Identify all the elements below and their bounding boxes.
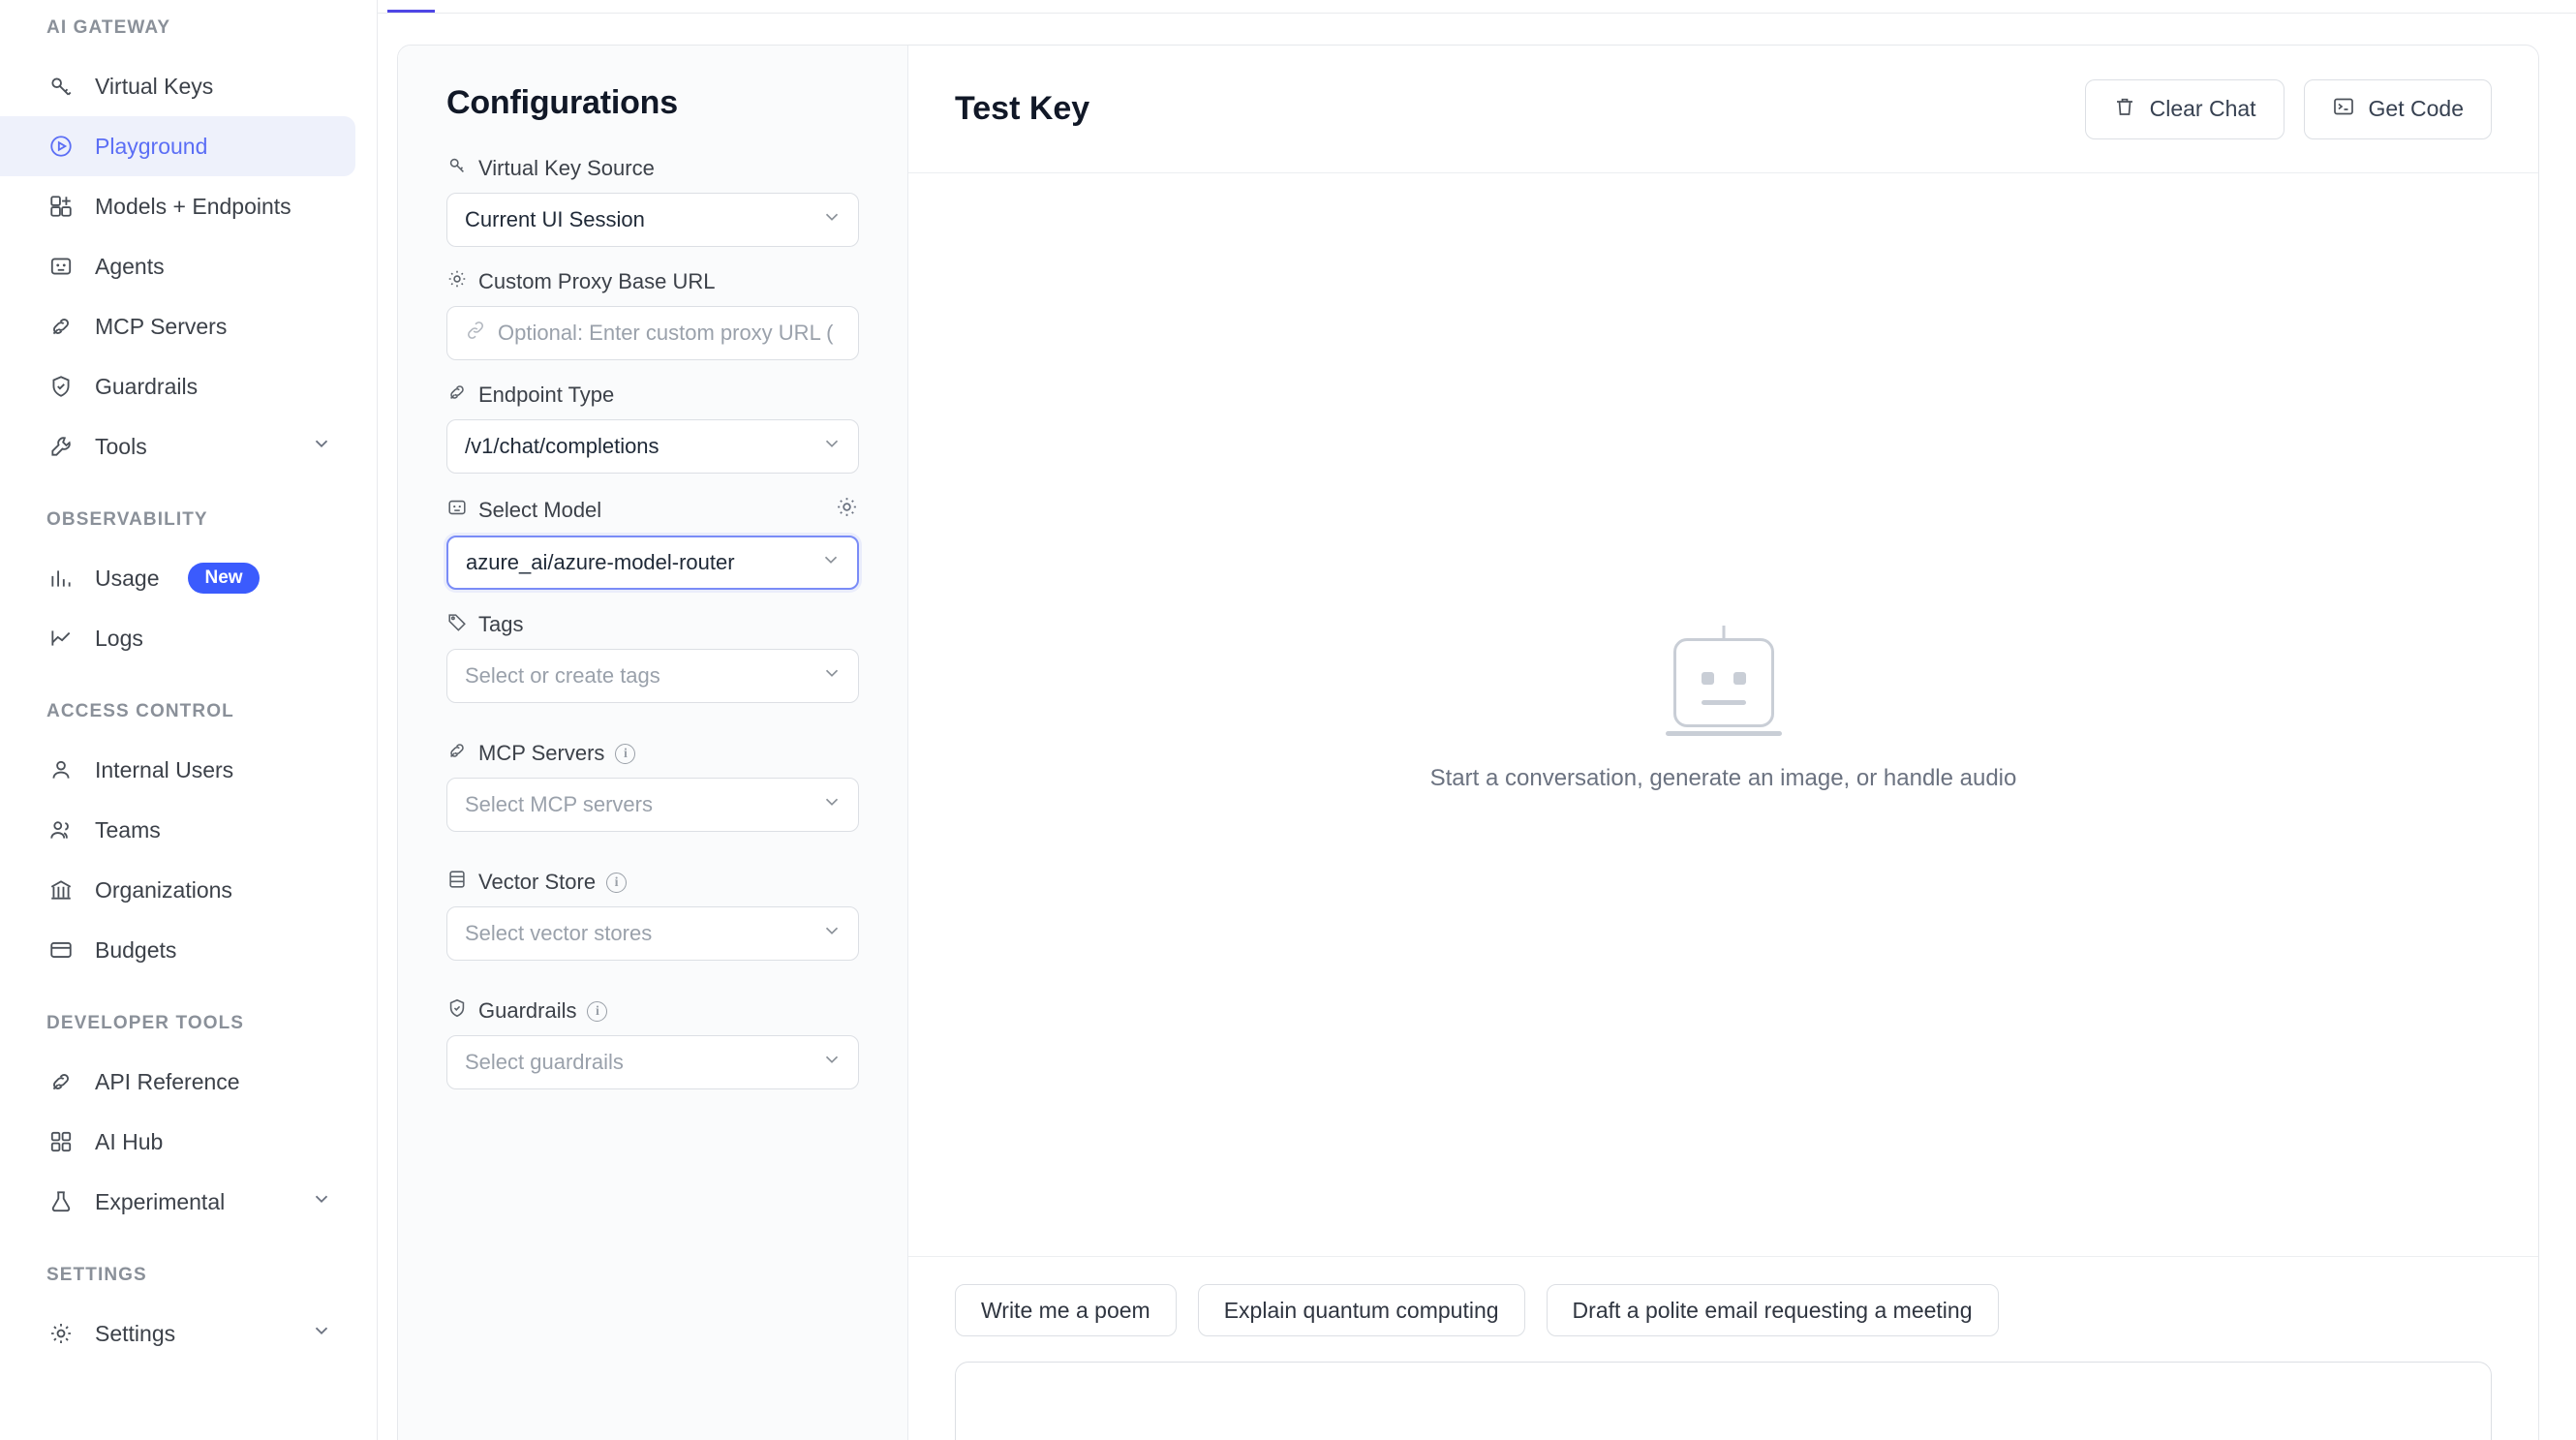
- info-icon[interactable]: i: [606, 873, 627, 893]
- gear-icon: [46, 1319, 76, 1348]
- credit-card-icon: [46, 935, 76, 965]
- field-label-text: Guardrails: [478, 998, 577, 1023]
- chevron-down-icon[interactable]: [311, 1320, 332, 1347]
- input-placeholder: Select vector stores: [465, 921, 653, 945]
- sidebar-item-label: Settings: [95, 1320, 176, 1346]
- clear-chat-button[interactable]: [2085, 79, 2285, 139]
- field-label: [446, 495, 859, 525]
- sidebar-item-logs[interactable]: [0, 608, 355, 668]
- grid-plus-icon: [46, 192, 76, 221]
- clear-chat-label: Clear Chat: [2149, 96, 2256, 121]
- main-content: [378, 0, 2576, 1440]
- info-icon[interactable]: i: [615, 744, 635, 764]
- sidebar-section-ai-gateway: AI GATEWAY: [46, 17, 171, 38]
- sidebar-item-tools[interactable]: [0, 416, 355, 476]
- database-icon: [446, 869, 468, 896]
- input-placeholder: Select MCP servers: [465, 792, 653, 816]
- gear-icon: [446, 268, 468, 295]
- field-label-text: Vector Store: [478, 870, 597, 894]
- robot-icon: [446, 497, 468, 524]
- robot-icon: [1673, 638, 1774, 727]
- sidebar-item-budgets[interactable]: [0, 920, 355, 980]
- get-code-label: Get Code: [2368, 96, 2464, 121]
- sidebar-item-internal-users[interactable]: [0, 740, 355, 800]
- plug-icon: [46, 1067, 76, 1096]
- sidebar-item-models-endpoints[interactable]: [0, 176, 355, 236]
- chat-input[interactable]: [955, 1362, 2492, 1440]
- suggestion-chip[interactable]: Write me a poem: [955, 1284, 1177, 1336]
- chat-header: [908, 46, 2538, 173]
- field-label: [446, 740, 859, 767]
- guardrails-select[interactable]: [446, 1035, 859, 1089]
- selected-value: /v1/chat/completions: [465, 434, 659, 458]
- field-custom-proxy-base-url: [446, 268, 859, 360]
- sidebar-item-api-reference[interactable]: [0, 1052, 355, 1112]
- field-virtual-key-source: [446, 155, 859, 247]
- sidebar-item-label: Internal Users: [95, 756, 234, 782]
- sidebar-section-observability: OBSERVABILITY: [46, 509, 208, 530]
- sidebar-item-label: API Reference: [95, 1068, 240, 1094]
- sidebar-item-playground[interactable]: [0, 116, 355, 176]
- sidebar-item-ai-hub[interactable]: [0, 1112, 355, 1172]
- configurations-panel: [398, 46, 908, 1440]
- custom-proxy-base-url-input[interactable]: [446, 306, 859, 360]
- input-placeholder: Select guardrails: [465, 1050, 624, 1074]
- field-label: [446, 869, 859, 896]
- sidebar: [0, 0, 378, 1440]
- sidebar-section-settings: SETTINGS: [46, 1265, 147, 1285]
- get-code-button[interactable]: [2304, 79, 2492, 139]
- field-label: [446, 382, 859, 409]
- sidebar-item-agents[interactable]: [0, 236, 355, 296]
- sidebar-item-label: Playground: [95, 133, 208, 159]
- field-label-text: Tags: [478, 612, 524, 636]
- chat-title: Test Key: [955, 90, 1090, 127]
- user-icon: [46, 755, 76, 784]
- sidebar-item-label: Agents: [95, 253, 165, 279]
- chevron-down-icon: [821, 1049, 843, 1076]
- field-select-model: [446, 495, 859, 590]
- sidebar-item-usage[interactable]: [0, 548, 355, 608]
- grid-icon: [46, 1127, 76, 1156]
- field-label-text: Custom Proxy Base URL: [478, 269, 716, 293]
- selected-value: Current UI Session: [465, 207, 645, 231]
- sidebar-item-label: MCP Servers: [95, 313, 228, 339]
- sidebar-item-label: Guardrails: [95, 373, 199, 399]
- chat-panel: [908, 46, 2538, 1440]
- mcp-servers-select[interactable]: [446, 778, 859, 832]
- field-label: [446, 268, 859, 295]
- chevron-down-icon: [821, 791, 843, 818]
- chevron-down-icon[interactable]: [311, 1188, 332, 1215]
- field-label: [446, 155, 859, 182]
- sidebar-item-label: Logs: [95, 625, 143, 651]
- line-chart-icon: [46, 624, 76, 653]
- wrench-icon: [46, 432, 76, 461]
- play-circle-icon: [46, 132, 76, 161]
- playground-panel: [397, 45, 2539, 1440]
- chevron-down-icon: [821, 206, 843, 233]
- suggestion-chips: [908, 1256, 2538, 1336]
- robot-icon: [46, 252, 76, 281]
- users-icon: [46, 815, 76, 844]
- status-badge: New: [188, 563, 259, 594]
- sidebar-item-guardrails[interactable]: [0, 356, 355, 416]
- chat-empty-state: [908, 173, 2538, 1256]
- field-guardrails: [446, 997, 859, 1089]
- page-title: Configurations: [446, 84, 678, 121]
- chevron-down-icon: [821, 433, 843, 460]
- sidebar-item-label: Organizations: [95, 876, 232, 903]
- sidebar-item-virtual-keys[interactable]: [0, 56, 355, 116]
- chevron-down-icon[interactable]: [311, 433, 332, 460]
- tab-bar: [378, 0, 2576, 14]
- tags-select[interactable]: [446, 649, 859, 703]
- sidebar-item-label: Experimental: [95, 1188, 226, 1214]
- field-vector-store: [446, 869, 859, 961]
- link-icon: [465, 320, 498, 347]
- suggestion-chip[interactable]: Explain quantum computing: [1198, 1284, 1525, 1336]
- sidebar-item-label: Models + Endpoints: [95, 193, 291, 219]
- plug-icon: [446, 740, 468, 767]
- vector-store-select[interactable]: [446, 906, 859, 961]
- shield-icon: [446, 997, 468, 1025]
- sidebar-section-access-control: ACCESS CONTROL: [46, 701, 234, 721]
- field-label: [446, 997, 859, 1025]
- sidebar-section-developer-tools: DEVELOPER TOOLS: [46, 1013, 245, 1033]
- endpoint-type-select[interactable]: [446, 419, 859, 474]
- model-settings-gear-icon[interactable]: [835, 495, 859, 525]
- empty-state-text: Start a conversation, generate an image, or handle audio: [1429, 764, 2017, 791]
- flask-icon: [46, 1187, 76, 1216]
- model-select[interactable]: [446, 536, 859, 590]
- suggestion-chip[interactable]: Draft a polite email requesting a meeting: [1547, 1284, 1999, 1336]
- sidebar-item-label: Tools: [95, 433, 147, 459]
- sidebar-item-label: Budgets: [95, 936, 177, 963]
- input-placeholder: Optional: Enter custom proxy URL (: [498, 321, 834, 345]
- field-label-text: Endpoint Type: [478, 383, 615, 407]
- chevron-down-icon: [821, 662, 843, 689]
- chevron-down-icon: [820, 549, 842, 576]
- plug-icon: [446, 382, 468, 409]
- info-icon[interactable]: i: [587, 1001, 607, 1022]
- field-label: [446, 611, 859, 638]
- field-label-text: MCP Servers: [478, 741, 605, 765]
- sidebar-item-organizations[interactable]: [0, 860, 355, 920]
- field-label-text: Select Model: [478, 497, 602, 522]
- key-icon: [446, 155, 468, 182]
- chevron-down-icon: [821, 920, 843, 947]
- sidebar-item-mcp-servers[interactable]: [0, 296, 355, 356]
- chat-header-actions: [2085, 79, 2492, 139]
- sidebar-item-label: Usage: [95, 565, 160, 591]
- sidebar-item-label: Teams: [95, 816, 161, 843]
- sidebar-item-experimental[interactable]: [0, 1172, 355, 1232]
- tab-compare[interactable]: [513, 0, 605, 13]
- virtual-key-source-select[interactable]: [446, 193, 859, 247]
- tag-icon: [446, 611, 468, 638]
- tab-chat[interactable]: [387, 0, 435, 13]
- shield-icon: [46, 372, 76, 401]
- field-endpoint-type: [446, 382, 859, 474]
- sidebar-item-teams[interactable]: [0, 800, 355, 860]
- input-placeholder: Select or create tags: [465, 663, 660, 688]
- sidebar-item-settings[interactable]: [0, 1303, 355, 1363]
- field-tags: [446, 611, 859, 703]
- plug-icon: [46, 312, 76, 341]
- sidebar-item-label: Virtual Keys: [95, 73, 214, 99]
- bank-icon: [46, 875, 76, 904]
- terminal-icon: [2332, 95, 2355, 124]
- field-mcp-servers: [446, 740, 859, 832]
- sidebar-item-label: AI Hub: [95, 1128, 164, 1154]
- field-label-text: Virtual Key Source: [478, 156, 655, 180]
- selected-value: azure_ai/azure-model-router: [466, 550, 735, 574]
- key-icon: [46, 72, 76, 101]
- trash-icon: [2113, 95, 2136, 124]
- bar-chart-icon: [46, 564, 76, 593]
